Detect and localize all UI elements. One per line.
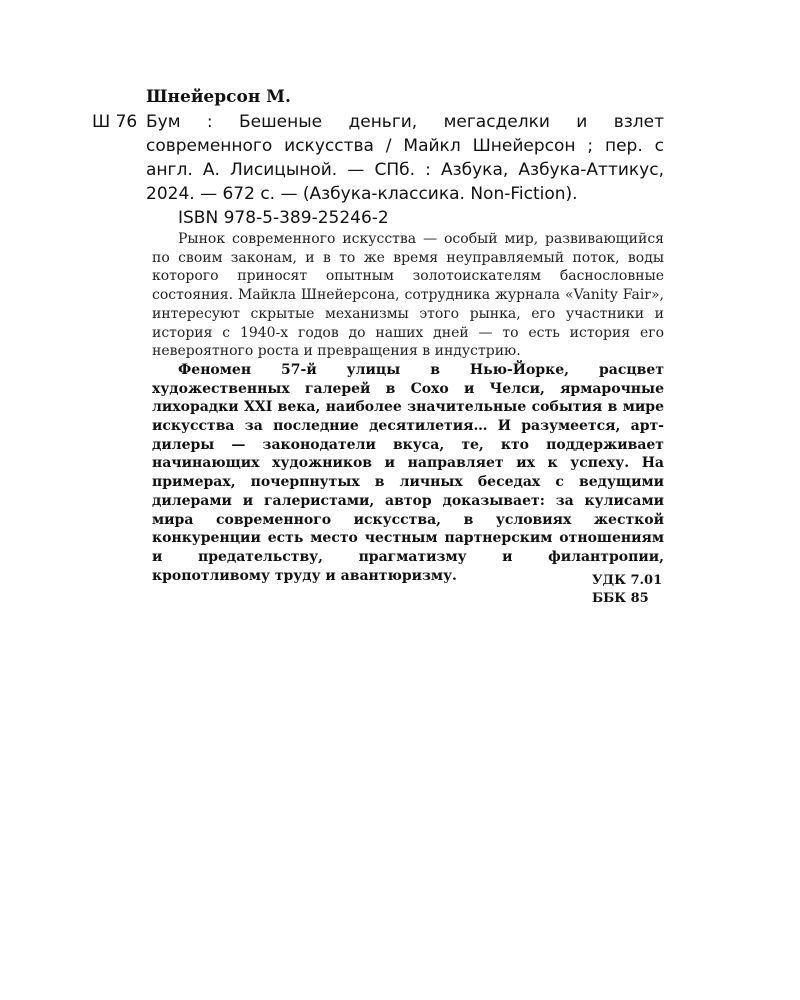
annotation [152, 230, 664, 585]
annotation-paragraph-1: Рынок современного искусства — особый мир, развивающийся по своим законам, и в то же время неуправляемый поток, воды которого приносят опытным золотоискателям баснословные состояния. Майкла Шнейерсона, сотрудника журнала «Vanity Fair», интересуют скрытые механизмы этого рынка, его участники и история с 1940-х годов до наших дней — то есть история его невероятного роста и превращения в индустрию. [152, 231, 664, 360]
catalog-card [92, 86, 692, 606]
annotation-paragraph-2: Феномен 57-й улицы в Нью-Йорке, расцвет художественных галерей в Сохо и Челси, ярмарочные лихорадки XXI века, наиболее значительные события в мире искусства за последние десятилетия… И разумеется, арт-дилеры — законодатели вкуса, те, кто поддерживает начинающих художников и направляет их к успеху. На примерах, почерпнутых в личных беседах с ведущими дилерами и галеристами, автор доказывает: за кулисами мира современного искусства, в условиях жесткой конкуренции есть место честным партнерским отношениям и предательству, прагматизму и филантропии, кропотливому труду и авантюризму. [152, 361, 664, 584]
author-cipher: Ш 76 [92, 112, 138, 132]
bibliographic-entry [92, 110, 664, 206]
classification-codes [592, 572, 662, 608]
author-heading: Шнейерсон М. [146, 87, 291, 107]
bibliographic-description: Бум : Бешеные деньги, мегасделки и взлет современного искусства / Майкл Шнейерсон ; пер. с англ. А. Лисицыной. — СПб. : Азбука, Азбука-Аттикус, 2024. — 672 с. — (Азбука-классика. Non-Fiction). [146, 112, 664, 204]
udk-code: УДК 7.01 [592, 573, 663, 588]
isbn: ISBN 978-5-389-25246-2 [178, 208, 389, 228]
bbk-code: ББК 85 [592, 591, 649, 606]
